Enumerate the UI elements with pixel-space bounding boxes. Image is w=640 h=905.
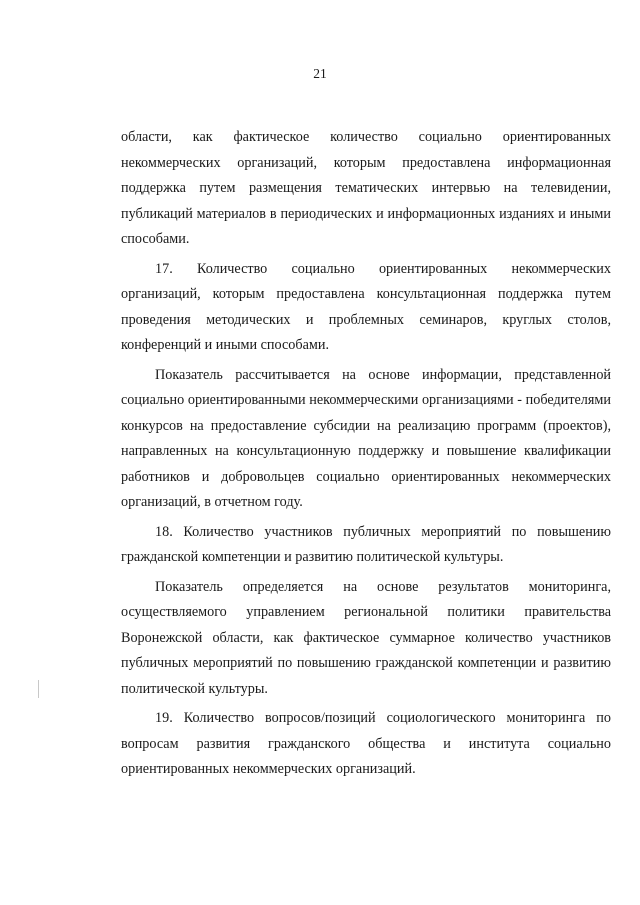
margin-scan-mark [38, 680, 39, 698]
paragraph-indicator-17-method: Показатель рассчитывается на основе информации, представленной социально ориентированными некоммерческими организациями - победителями конкурсов на предоставление субсидии на реализацию программ (проектов), направленных на консультационную поддержку и повышение квалификации работников и добровольцев социально ориентированных некоммерческих организаций, в отчетном году. [121, 366, 611, 510]
paragraph-item-19: 19. Количество вопросов/позиций социологического мониторинга по вопросам развития гражданского общества и института социально ориентированных некоммерческих организаций. [121, 710, 611, 777]
paragraph-item-18: 18. Количество участников публичных мероприятий по повышению гражданской компетенции и развитию политической культуры. [121, 523, 611, 565]
paragraph-continuation: области, как фактическое количество социально ориентированных некоммерческих организаций, которым предоставлена информационная поддержка путем размещения тематических интервью на телевидении, публикаций материалов в периодических и информационных изданиях и иными способами. [121, 129, 611, 247]
paragraph-indicator-18-method: Показатель определяется на основе результатов мониторинга, осуществляемого управлением региональной политики правительства Воронежской области, как фактическое суммарное количество участников публичных мероприятий по повышению гражданской компетенции и развитию политической культуры. [121, 578, 611, 697]
page-number: 21 [313, 66, 327, 81]
paragraph-item-17: 17. Количество социально ориентированных некоммерческих организаций, которым предоставлена консультационная поддержка путем проведения методических и проблемных семинаров, круглых столов, конференций и иными способами. [121, 260, 611, 353]
document-body [121, 125, 611, 783]
